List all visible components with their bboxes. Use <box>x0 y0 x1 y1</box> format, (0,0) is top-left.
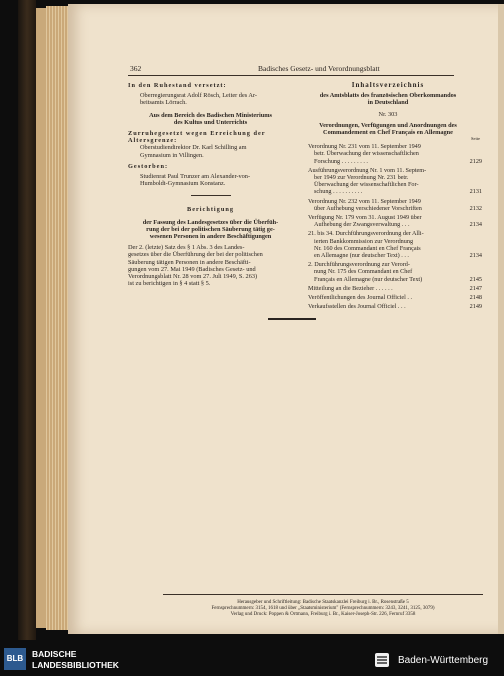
bw-name[interactable]: Baden-Württemberg <box>398 655 489 666</box>
footer-rule <box>163 594 483 595</box>
toc-entry-line: Veröffentlichungen des Journal Officiel . . <box>308 294 413 302</box>
toc-entry-line: Mitteilung an die Bezieher . . . . . . <box>308 284 393 292</box>
toc-entry-line: nung Nr. 175 des Commandant en Chef <box>314 268 413 276</box>
toc-intro: Verordnungen, Verfügungen und Anordnungen des Commandement en Chef Français en Allemagne <box>319 121 457 137</box>
berichtigung-title: der Fassung des Landesgesetzes über die Überfüh- rung der bei der politischen Säuberung tätig ge- wesenen Personen in andere Beschäftigungen <box>142 218 279 241</box>
toc-entry <box>308 294 482 302</box>
toc-entry-page: 2132 <box>469 204 482 212</box>
toc-entry-page: 2131 <box>469 188 482 196</box>
toc-entry-page: 2149 <box>469 303 482 311</box>
toc-subtitle: des Amtsblatts des französischen Oberkommandos in Deutschland <box>319 92 457 107</box>
toc-entry-page: 2129 <box>469 157 482 165</box>
toc-entry-page: 2147 <box>469 284 482 292</box>
right-column <box>308 81 482 311</box>
toc-entry <box>308 214 482 229</box>
toc-heading: Inhaltsverzeichnis <box>351 81 425 89</box>
toc-entry <box>308 143 482 165</box>
toc-entry-page: 2134 <box>469 252 482 260</box>
toc-entry-line: schung . . . . . . . . . . <box>314 188 363 196</box>
toc-entry <box>308 303 482 311</box>
toc-entry-line: Aufhebung der Zwangsverwaltung . . . <box>314 221 410 229</box>
toc-entry-page: 2148 <box>469 294 482 302</box>
gestorben-heading: Gestorben: <box>128 162 169 170</box>
left-column <box>128 82 293 287</box>
toc-entry-line: Ausführungsverordnung Nr. 1 vom 11. Septem- <box>308 166 427 174</box>
toc-entry-line: Verordnung Nr. 231 vom 11. September 1949 <box>308 143 421 151</box>
toc-number: Nr. 303 <box>378 110 398 118</box>
berichtigung-body: Der 2. (letzte) Satz des § 1 Abs. 3 des Landes- gesetzes über die Überführung der bei der politischen Säuberung tätigen Personen in andere Beschäfti- gungen vom 27. Mai 1949 (Badisches Gesetz- und Verordnungsblatt Nr. 28 vom 27. Juli 1949, S. 263) ist zu berichtigen in § 4 statt § 5. <box>128 244 263 288</box>
zurueck-heading: Zurruhegesetzt wegen Erreichung der Altersgrenze: <box>128 130 266 145</box>
coat-of-arms-icon <box>372 650 392 670</box>
page-right-edge <box>498 4 504 634</box>
page-stack <box>46 6 68 630</box>
toc-entry-line: Verfügung Nr. 179 vom 31. August 1949 über <box>308 214 422 222</box>
toc-entry-line: ber 1949 zur Verordnung Nr. 231 betr. <box>314 174 409 182</box>
end-rule <box>268 318 316 320</box>
toc-entry-page: 2145 <box>469 275 482 283</box>
toc-entry-line: Verkaufsstellen des Journal Officiel . . . <box>308 303 406 311</box>
blb-name[interactable]: BADISCHE LANDESBIBLIOTHEK <box>32 649 119 670</box>
blb-logo[interactable]: BLB <box>4 648 26 670</box>
running-title: Badisches Gesetz- und Verordnungsblatt <box>258 64 380 73</box>
toc-entry-page: 2134 <box>469 221 482 229</box>
toc-entry-line: en Allemagne (nur deutscher Text) . . . <box>314 252 409 260</box>
gestorben-entry: Studienrat Paul Trunzer am Alexander-von- Humboldt-Gymnasium Konstanz. <box>140 173 251 188</box>
toc-list <box>308 143 482 311</box>
toc-entry-line: Forschung . . . . . . . . . <box>314 157 368 165</box>
toc-entry <box>308 261 482 283</box>
toc-entry <box>308 197 482 212</box>
header-rule <box>128 75 454 76</box>
toc-entry-line: 2. Durchführungsverordnung zur Verord- <box>308 261 410 269</box>
section-divider <box>191 195 231 196</box>
toc-entry-line: Français en Allemagne (nur deutscher Text) <box>314 275 423 283</box>
toc-entry <box>308 166 482 196</box>
toc-entry-line: ierten Bankkommission zur Verordnung <box>314 237 414 245</box>
toc-entry-line: über Aufhebung verschiedener Vorschriften <box>314 204 422 212</box>
ruhestand-entry: Oberregierungsrat Adolf Rösch, Leiter des Ar- beitsamts Lörrach. <box>140 92 258 107</box>
seite-label: Seite <box>471 136 480 142</box>
page-edge <box>36 8 46 628</box>
page-number: 362 <box>130 64 142 73</box>
toc-entry-line: Verordnung Nr. 232 vom 11. September 1949 <box>308 197 421 205</box>
berichtigung-heading: Berichtigung <box>187 206 234 214</box>
book-spine <box>18 0 36 640</box>
zurueck-entry: Oberstudiendirektor Dr. Karl Schilling am Gymnasium in Villingen. <box>140 144 247 159</box>
toc-entry-line: Überwachung der wissenschaftlichen For- <box>314 181 419 189</box>
footer-imprint: Herausgeber und Schriftleitung: Badische Staatskanzlei Freiburg i. Br., Rosenstraße 5 Fernsprechnummern: 3154, 1618 und über „Staatsministerium" (Fernsprechnummern: 3243, 3241, 3125, 3079) Verlag und Druck: Poppen & Ortmann, Freiburg i. Br., Kaiser-Joseph-Str. 226, Fernruf 3358 <box>211 600 435 617</box>
toc-entry-line: betr. Überwachung der wissenschaftlichen <box>314 150 419 158</box>
toc-entry <box>308 284 482 292</box>
document-page <box>68 4 504 634</box>
toc-entry-line: 21. bis 34. Durchführungsverordnung der Alli- <box>308 230 424 238</box>
ministry-heading: Aus dem Bereich des Badischen Ministeriums des Kultus und Unterrichts <box>149 111 272 126</box>
toc-entry-line: Nr. 160 des Commandant en Chef Français <box>314 244 421 252</box>
ruhestand-heading: In den Ruhestand versetzt: <box>128 82 227 89</box>
toc-entry <box>308 230 482 260</box>
